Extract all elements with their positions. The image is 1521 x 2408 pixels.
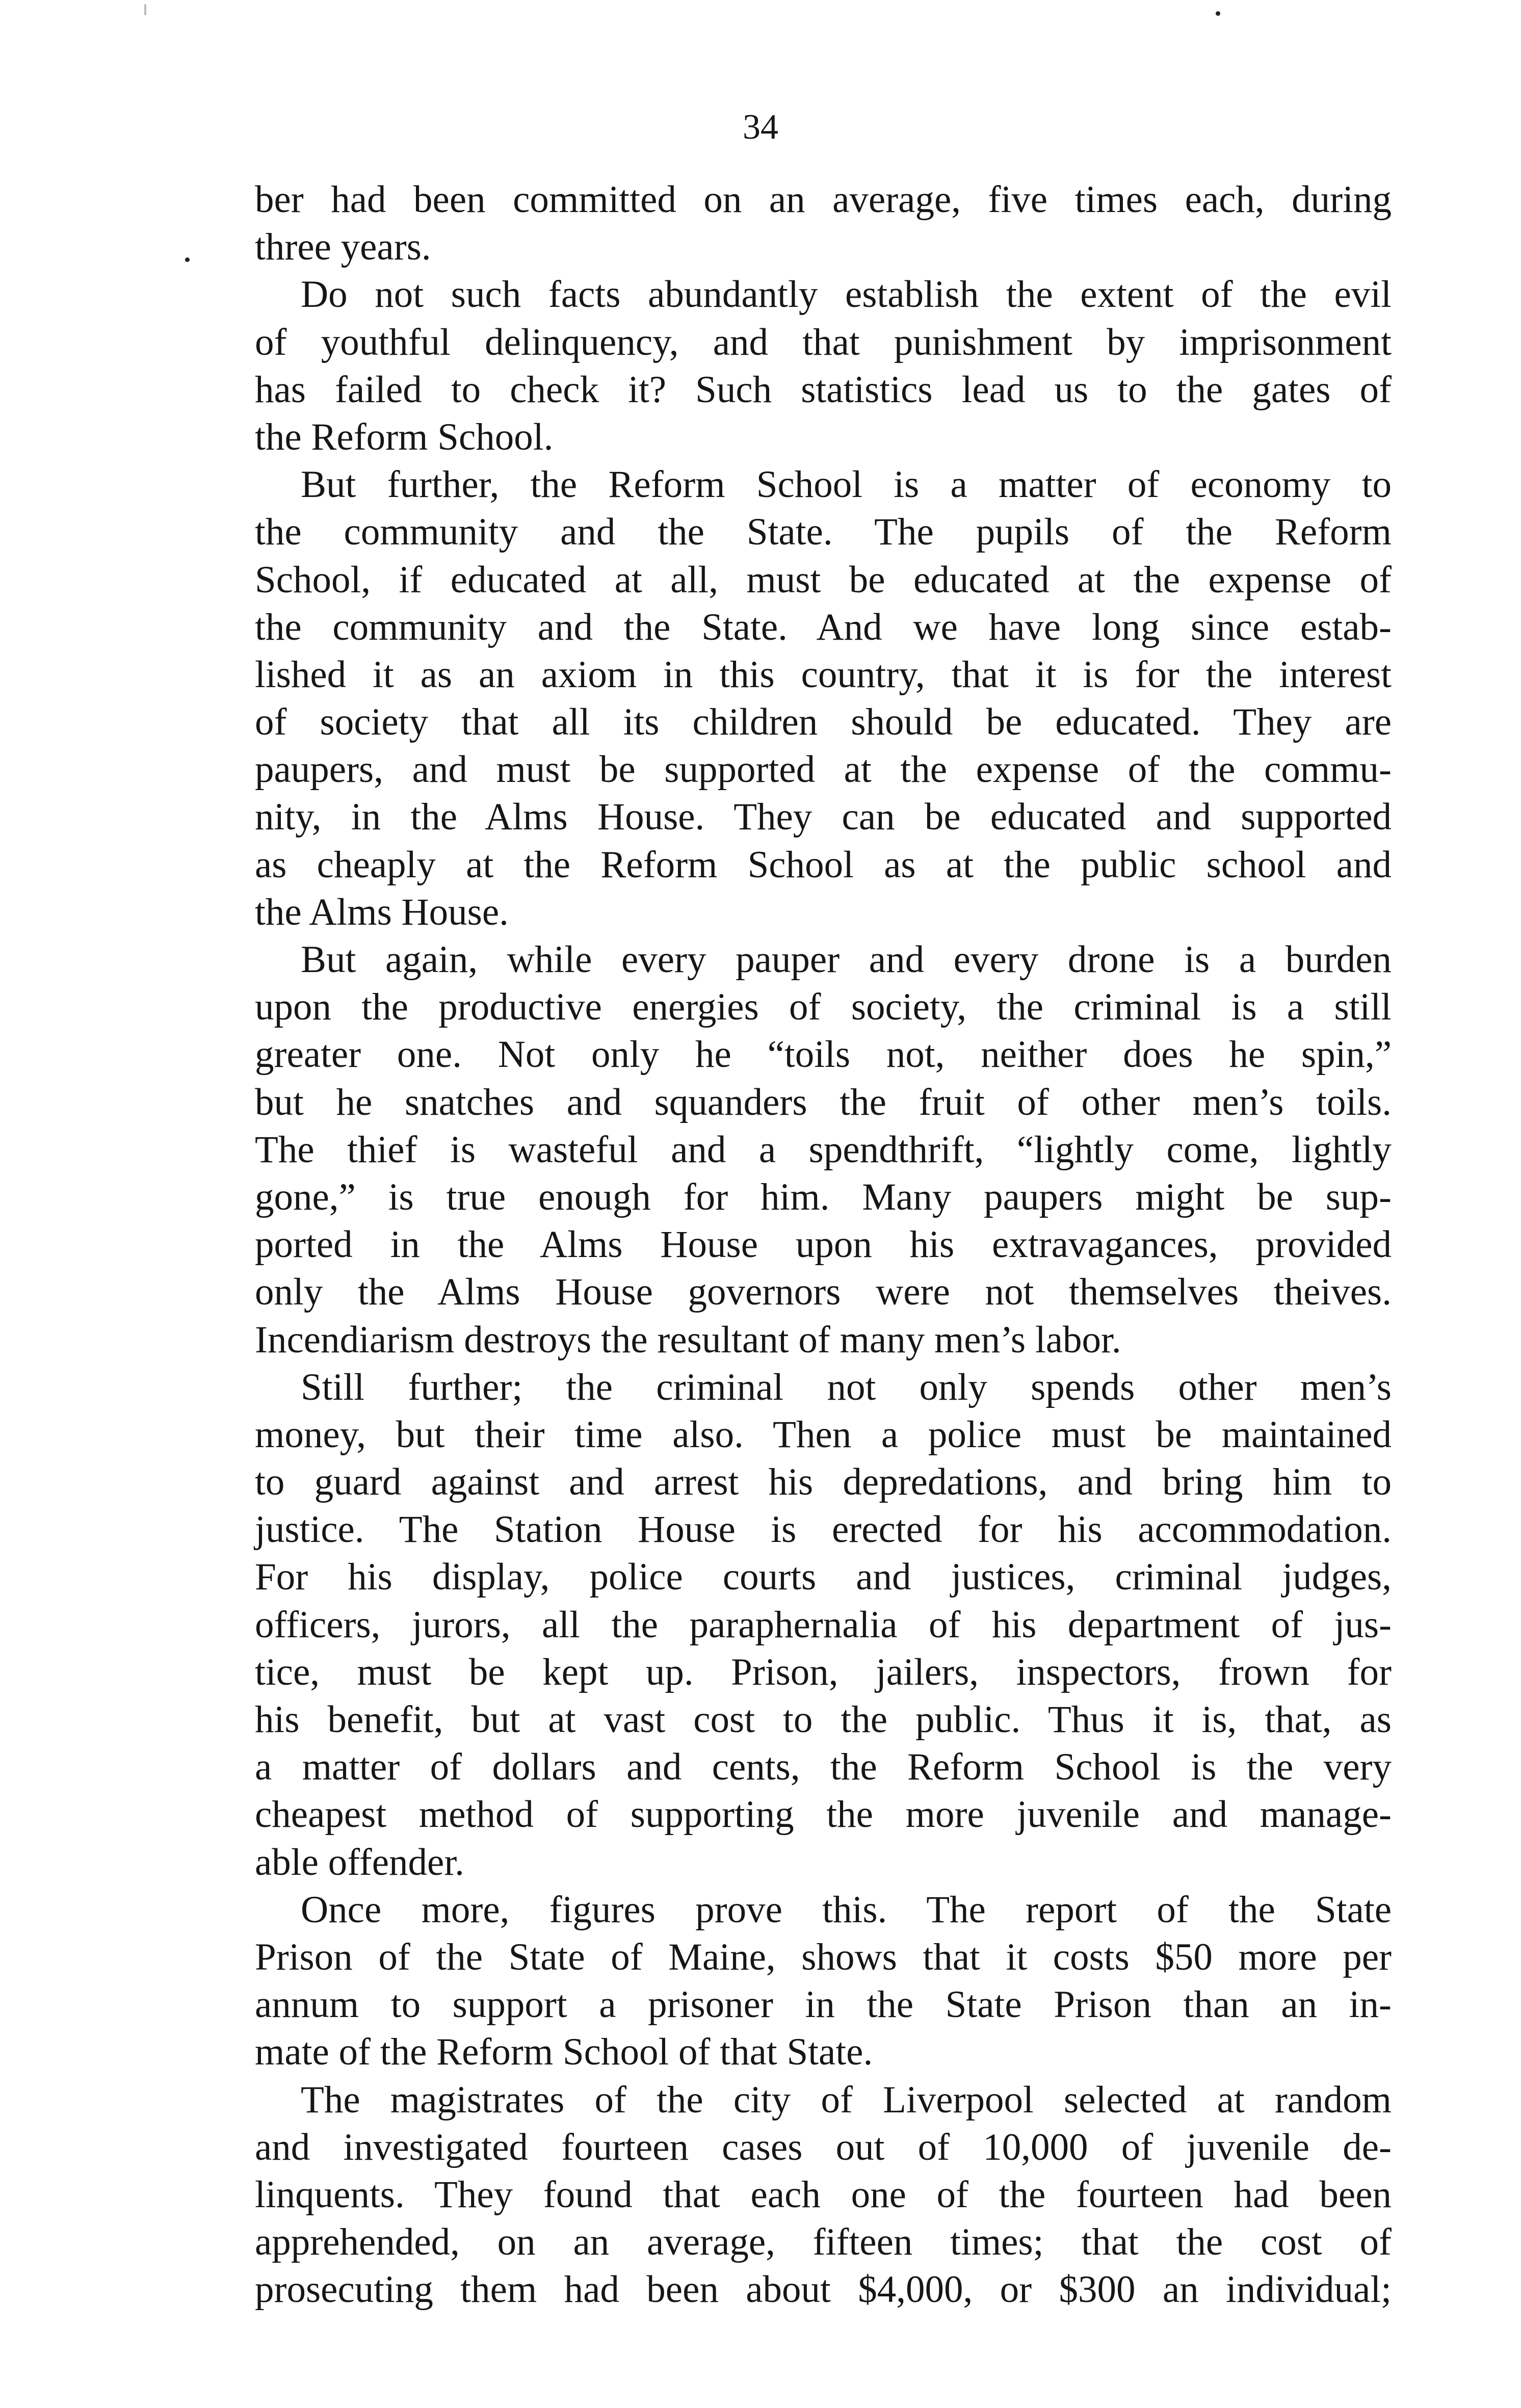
body-text [255,176,1392,2313]
text-line: a matter of dollars and cents, the Reform School is the very [255,1746,1392,1789]
text-line: But further, the Reform School is a matter of economy to [301,463,1392,506]
scan-speck [144,4,146,15]
text-line: But again, while every pauper and every drone is a burden [301,938,1392,981]
text-line: and investigated fourteen cases out of 10,000 of juvenile de- [255,2126,1392,2168]
text-line: upon the productive energies of society, the criminal is a still [255,986,1392,1029]
text-line: The thief is wasteful and a spendthrift, “lightly come, lightly [255,1128,1392,1171]
text-line: For his display, police courts and justices, criminal judges, [255,1556,1392,1599]
text-line: ported in the Alms House upon his extravagances, provided [255,1223,1392,1266]
text-line: Do not such facts abundantly establish the extent of the evil [301,273,1392,316]
text-line: only the Alms House governors were not themselves theives. [255,1271,1392,1314]
text-line: linquents. They found that each one of the fourteen had been [255,2173,1392,2216]
text-line: the community and the State. And we have long since estab- [255,606,1392,648]
text-line: the Reform School. [255,415,554,458]
text-line: prosecuting them had been about $4,000, or $300 an individual; [255,2268,1392,2311]
text-line: ber had been committed on an average, five times each, during [255,178,1392,221]
text-line: able offender. [255,1841,464,1883]
text-line: of society that all its children should be educated. They are [255,701,1392,744]
page-number: 34 [743,108,778,147]
text-line: mate of the Reform School of that State. [255,2031,873,2074]
text-line: tice, must be kept up. Prison, jailers, inspectors, frown for [255,1651,1392,1693]
scan-speck [185,257,190,262]
text-line: Once more, figures prove this. The report of the State [301,1888,1392,1931]
text-line: to guard against and arrest his depredations, and bring him to [255,1461,1392,1504]
text-line: annum to support a prisoner in the State Prison than an in- [255,1983,1392,2026]
text-line: lished it as an axiom in this country, that it is for the interest [255,653,1392,696]
text-line: Still further; the criminal not only spends other men’s [301,1366,1392,1408]
text-line: money, but their time also. Then a police must be maintained [255,1413,1392,1456]
text-line: the Alms House. [255,891,509,933]
text-line: officers, jurors, all the paraphernalia of his department of jus- [255,1603,1392,1646]
text-line: Incendiarism destroys the resultant of many men’s labor. [255,1318,1121,1361]
text-line: but he snatches and squanders the fruit of other men’s toils. [255,1081,1392,1123]
text-line: of youthful delinquency, and that punishment by imprisonment [255,321,1392,363]
text-line: cheapest method of supporting the more juvenile and manage- [255,1793,1392,1836]
text-line: gone,” is true enough for him. Many paupers might be sup- [255,1175,1392,1218]
text-line: Prison of the State of Maine, shows that it costs $50 more per [255,1935,1392,1978]
text-line: as cheaply at the Reform School as at the public school and [255,843,1392,886]
text-line: has failed to check it? Such statistics lead us to the gates of [255,368,1392,411]
text-line: paupers, and must be supported at the expense of the commu- [255,748,1392,791]
text-line: justice. The Station House is erected for his accommodation. [255,1508,1392,1551]
text-line: greater one. Not only he “toils not, neither does he spin,” [255,1033,1392,1076]
text-line: School, if educated at all, must be educated at the expense of [255,558,1392,601]
text-line: apprehended, on an average, fifteen times; that the cost of [255,2221,1392,2264]
text-line: The magistrates of the city of Liverpool selected at random [301,2078,1392,2121]
text-line: three years. [255,226,431,269]
text-line: the community and the State. The pupils of the Reform [255,511,1392,554]
text-line: his benefit, but at vast cost to the public. Thus it is, that, as [255,1698,1392,1741]
text-line: nity, in the Alms House. They can be educated and supported [255,796,1392,839]
scan-speck [1216,11,1220,16]
